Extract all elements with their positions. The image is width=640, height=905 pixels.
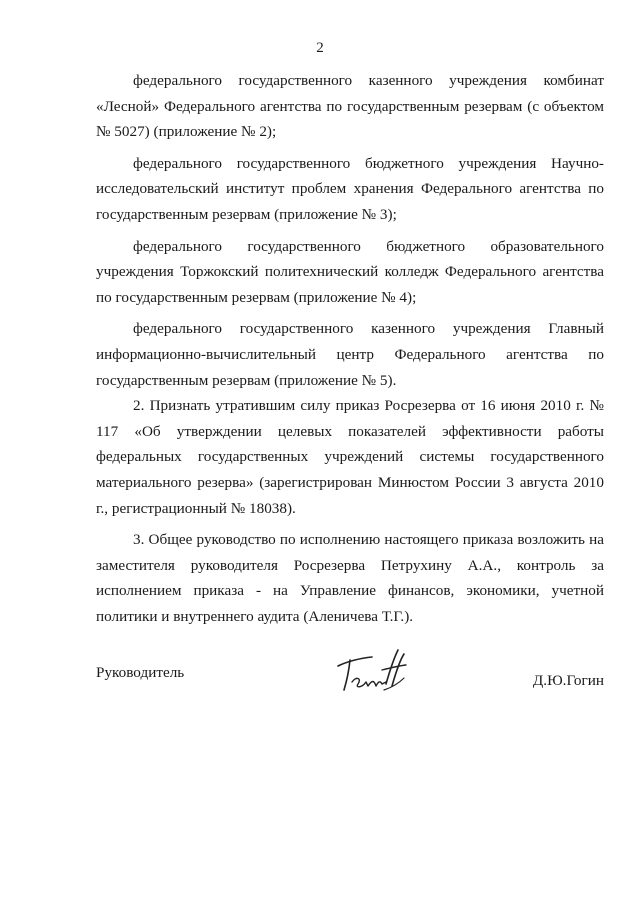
paragraph-appendix-2: федерального государственного казенного учреждения комбинат «Лесной» Федерального агентства по государственным резервам (с объектом № 5027) (приложение № 2);: [96, 72, 604, 141]
paragraph-appendix-3: федерального государственного бюджетного учреждения Научно-исследовательский институт проблем хранения Федерального агентства по государственным резервам (приложение № 3);: [96, 154, 604, 223]
paragraph-item-2: 2. Признать утратившим силу приказ Росрезерва от 16 июня 2010 г. № 117 «Об утверждении целевых показателей эффективности работы федеральных государственных учреждений системы государственного материального резерва» (зарегистрирован Минюстом России 3 августа 2010 г., регистрационный № 18038).: [96, 397, 604, 517]
page-number: 2: [316, 40, 324, 56]
document-body: [96, 68, 604, 629]
signature-block: [96, 646, 604, 726]
paragraph-appendix-4: федерального государственного бюджетного образовательного учреждения Торжокский политехнический колледж Федерального агентства по государственным резервам (приложение № 4);: [96, 237, 604, 306]
signatory-title: Руководитель: [96, 664, 185, 681]
paragraph-item-3: 3. Общее руководство по исполнению настоящего приказа возложить на заместителя руководителя Росрезерва Петрухину А.А., контроль за исполнением приказа - на Управление финансов, экономики, учетной политики и внутреннего аудита (Аленичева Т.Г.).: [96, 531, 604, 625]
signatory-name: Д.Ю.Гогин: [532, 672, 604, 689]
handwritten-signature: [332, 646, 412, 704]
paragraph-appendix-5: федерального государственного казенного учреждения Главный информационно-вычислительный центр Федерального агентства по государственным резервам (приложение № 5).: [96, 320, 604, 389]
